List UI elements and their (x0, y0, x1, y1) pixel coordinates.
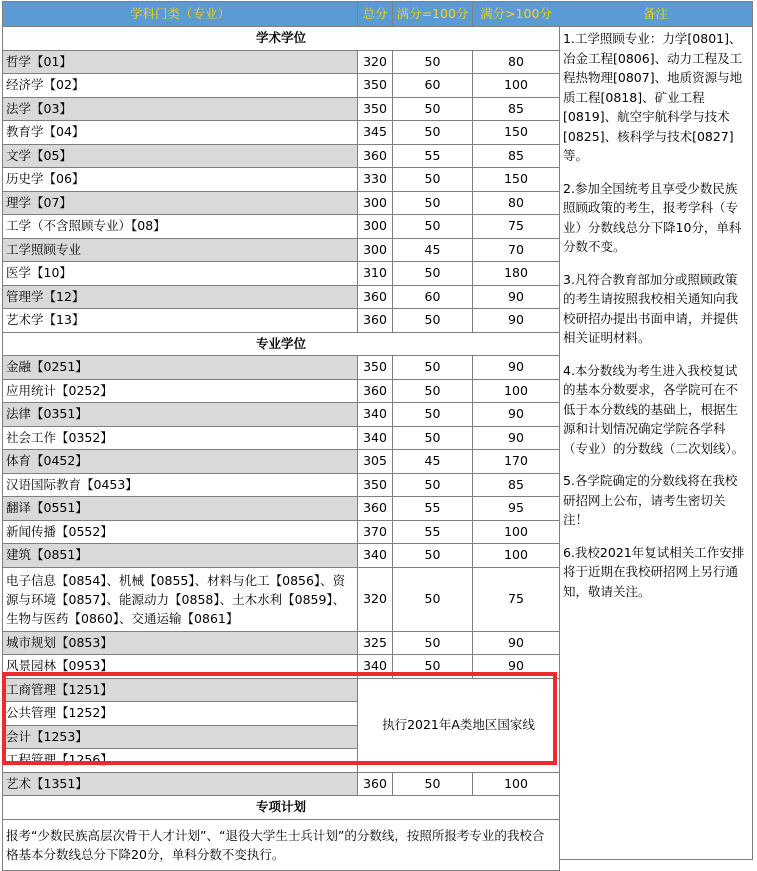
row-score-100: 50 (393, 473, 473, 497)
row-score-100: 45 (393, 450, 473, 474)
row-name: 经济学【02】 (3, 74, 358, 98)
row-score-100: 50 (393, 631, 473, 655)
section-professional-title: 专业学位 (3, 332, 560, 356)
score-table-page (2, 1, 753, 861)
row-score-gt100: 80 (473, 50, 560, 74)
table-row (3, 97, 560, 121)
row-score-100: 50 (393, 121, 473, 145)
row-score-gt100: 85 (473, 473, 560, 497)
section-professional (3, 332, 560, 356)
row-name: 教育学【04】 (3, 121, 358, 145)
row-total: 350 (358, 74, 393, 98)
remarks-body (559, 27, 752, 601)
header-total: 总分 (358, 2, 393, 27)
table-row (3, 450, 560, 474)
remark-note: 1.工学照顾专业：力学[0801]、冶金工程[0806]、动力工程及工程热物理[0807]、地质资源与地质工程[0818]、矿业工程[0819]、航空宇航科学与技术[0825]、核科学与技术[0827]等。 (563, 31, 743, 163)
row-score-100: 50 (393, 356, 473, 380)
row-name: 理学【07】 (3, 191, 358, 215)
row-total: 305 (358, 450, 393, 474)
row-total: 300 (358, 191, 393, 215)
row-name: 会计【1253】 (3, 725, 358, 749)
row-name: 应用统计【0252】 (3, 379, 358, 403)
row-score-gt100: 85 (473, 144, 560, 168)
row-score-100: 50 (393, 655, 473, 679)
row-score-100: 50 (393, 426, 473, 450)
row-score-100: 45 (393, 238, 473, 262)
table-row (3, 262, 560, 286)
row-total: 320 (358, 567, 393, 631)
row-name: 管理学【12】 (3, 285, 358, 309)
row-score-100: 50 (393, 403, 473, 427)
row-score-100: 55 (393, 144, 473, 168)
row-total: 310 (358, 262, 393, 286)
row-score-gt100: 180 (473, 262, 560, 286)
row-total: 300 (358, 238, 393, 262)
table-row (3, 631, 560, 655)
table-row (3, 144, 560, 168)
row-name: 金融【0251】 (3, 356, 358, 380)
table-row (3, 74, 560, 98)
row-total: 360 (358, 309, 393, 333)
remarks-header: 备注 (559, 2, 752, 27)
row-score-gt100: 70 (473, 238, 560, 262)
row-score-gt100: 90 (473, 426, 560, 450)
row-score-100: 50 (393, 567, 473, 631)
row-score-gt100: 95 (473, 497, 560, 521)
table-row (3, 473, 560, 497)
table-row (3, 497, 560, 521)
row-total: 325 (358, 631, 393, 655)
row-total: 300 (358, 215, 393, 239)
table-row (3, 403, 560, 427)
row-total: 370 (358, 520, 393, 544)
row-total: 340 (358, 403, 393, 427)
row-total: 340 (358, 655, 393, 679)
row-score-gt100: 75 (473, 215, 560, 239)
row-name: 汉语国际教育【0453】 (3, 473, 358, 497)
row-score-100: 50 (393, 191, 473, 215)
row-total: 360 (358, 144, 393, 168)
section-academic-title: 学术学位 (3, 27, 560, 51)
row-name: 文学【05】 (3, 144, 358, 168)
row-name: 法律【0351】 (3, 403, 358, 427)
row-score-gt100: 90 (473, 403, 560, 427)
row-score-100: 50 (393, 772, 473, 796)
row-total: 345 (358, 121, 393, 145)
row-score-gt100: 100 (473, 544, 560, 568)
section-special (3, 796, 560, 820)
table-row (3, 309, 560, 333)
row-total: 350 (358, 473, 393, 497)
table-row (3, 426, 560, 450)
row-score-gt100: 90 (473, 631, 560, 655)
row-score-gt100: 80 (473, 191, 560, 215)
remark-note: 5.各学院确定的分数线将在我校研招网上公布，请考生密切关注！ (563, 473, 738, 527)
row-score-gt100: 90 (473, 309, 560, 333)
row-score-gt100: 100 (473, 379, 560, 403)
row-score-gt100: 100 (473, 74, 560, 98)
row-score-100: 50 (393, 168, 473, 192)
score-table (2, 1, 560, 871)
table-row-special (3, 819, 560, 870)
row-name: 法学【03】 (3, 97, 358, 121)
row-total: 350 (358, 356, 393, 380)
header-full100: 满分=100分 (393, 2, 473, 27)
row-name: 医学【10】 (3, 262, 358, 286)
special-plan-text: 报考“少数民族高层次骨干人才计划”、“退役大学生士兵计划”的分数线，按照所报考专业的我校合格基本分数线总分下降20分，单科分数不变执行。 (3, 819, 560, 870)
row-score-100: 50 (393, 309, 473, 333)
row-name: 新闻传播【0552】 (3, 520, 358, 544)
table-row (3, 121, 560, 145)
row-total: 330 (358, 168, 393, 192)
row-name: 工学照顾专业 (3, 238, 358, 262)
row-total: 360 (358, 497, 393, 521)
row-total: 340 (358, 544, 393, 568)
row-score-100: 50 (393, 262, 473, 286)
table-row (3, 285, 560, 309)
row-score-100: 55 (393, 520, 473, 544)
table-row-engineering (3, 567, 560, 631)
row-score-100: 50 (393, 50, 473, 74)
national-line-cell: 执行2021年A类地区国家线 (358, 678, 560, 772)
remark-note: 4.本分数线为考生进入我校复试的基本分数要求，各学院可在不低于本分数线的基础上，根据生源和计划情况确定学院各学科（专业）的分数线（二次划线）。 (563, 362, 745, 456)
row-name: 艺术学【13】 (3, 309, 358, 333)
row-name: 社会工作【0352】 (3, 426, 358, 450)
row-total: 360 (358, 285, 393, 309)
row-score-gt100: 90 (473, 285, 560, 309)
table-row (3, 356, 560, 380)
row-name: 工程管理【1256】 (3, 749, 358, 773)
row-score-gt100: 100 (473, 520, 560, 544)
row-score-100: 60 (393, 74, 473, 98)
table-row (3, 655, 560, 679)
remarks-panel (559, 1, 753, 860)
row-name: 历史学【06】 (3, 168, 358, 192)
table-row (3, 191, 560, 215)
row-name: 公共管理【1252】 (3, 702, 358, 726)
row-name: 工商管理【1251】 (3, 678, 358, 702)
row-name: 风景园林【0953】 (3, 655, 358, 679)
row-name: 翻译【0551】 (3, 497, 358, 521)
table-row (3, 168, 560, 192)
row-name: 艺术【1351】 (3, 772, 358, 796)
row-score-100: 50 (393, 215, 473, 239)
row-score-gt100: 85 (473, 97, 560, 121)
row-score-100: 50 (393, 544, 473, 568)
remark-note: 2.参加全国统考且享受少数民族照顾政策的考生，报考学科（专业）分数线总分下降10分，单科分数不变。 (563, 180, 742, 254)
header-category: 学科门类（专业） (3, 2, 358, 27)
table-row (3, 50, 560, 74)
section-special-title: 专项计划 (3, 796, 560, 820)
table-row (3, 544, 560, 568)
row-name: 哲学【01】 (3, 50, 358, 74)
row-score-100: 50 (393, 97, 473, 121)
row-score-gt100: 100 (473, 772, 560, 796)
header-full-gt100: 满分>100分 (473, 2, 560, 27)
table-header-row (3, 2, 560, 27)
row-name: 城市规划【0853】 (3, 631, 358, 655)
row-score-100: 50 (393, 379, 473, 403)
row-total: 340 (358, 426, 393, 450)
row-total: 360 (358, 379, 393, 403)
row-score-100: 55 (393, 497, 473, 521)
row-name: 建筑【0851】 (3, 544, 358, 568)
row-score-gt100: 150 (473, 121, 560, 145)
table-row (3, 238, 560, 262)
table-row-art (3, 772, 560, 796)
row-name: 电子信息【0854】、机械【0855】、材料与化工【0856】、资源与环境【0857】、能源动力【0858】、土木水利【0859】、生物与医药【0860】、交通运输【0861】 (3, 567, 358, 631)
table-body (3, 27, 560, 871)
row-score-gt100: 170 (473, 450, 560, 474)
row-name: 工学（不含照顾专业）【08】 (3, 215, 358, 239)
row-score-gt100: 90 (473, 655, 560, 679)
table-row (3, 215, 560, 239)
row-total: 350 (358, 97, 393, 121)
table-row (3, 379, 560, 403)
section-academic (3, 27, 560, 51)
row-name: 体育【0452】 (3, 450, 358, 474)
remark-note: 6.我校2021年复试相关工作安排将于近期在我校研招网上另行通知，敬请关注。 (563, 544, 745, 599)
row-total: 320 (358, 50, 393, 74)
table-row (3, 520, 560, 544)
row-score-gt100: 75 (473, 567, 560, 631)
table-row-national-1 (3, 678, 560, 702)
remark-note: 3.凡符合教育部加分或照顾政策的考生请按照我校相关通知向我校研招办提出书面申请，并提供相关证明材料。 (563, 271, 739, 345)
row-score-100: 60 (393, 285, 473, 309)
row-total: 360 (358, 772, 393, 796)
row-score-gt100: 90 (473, 356, 560, 380)
row-score-gt100: 150 (473, 168, 560, 192)
